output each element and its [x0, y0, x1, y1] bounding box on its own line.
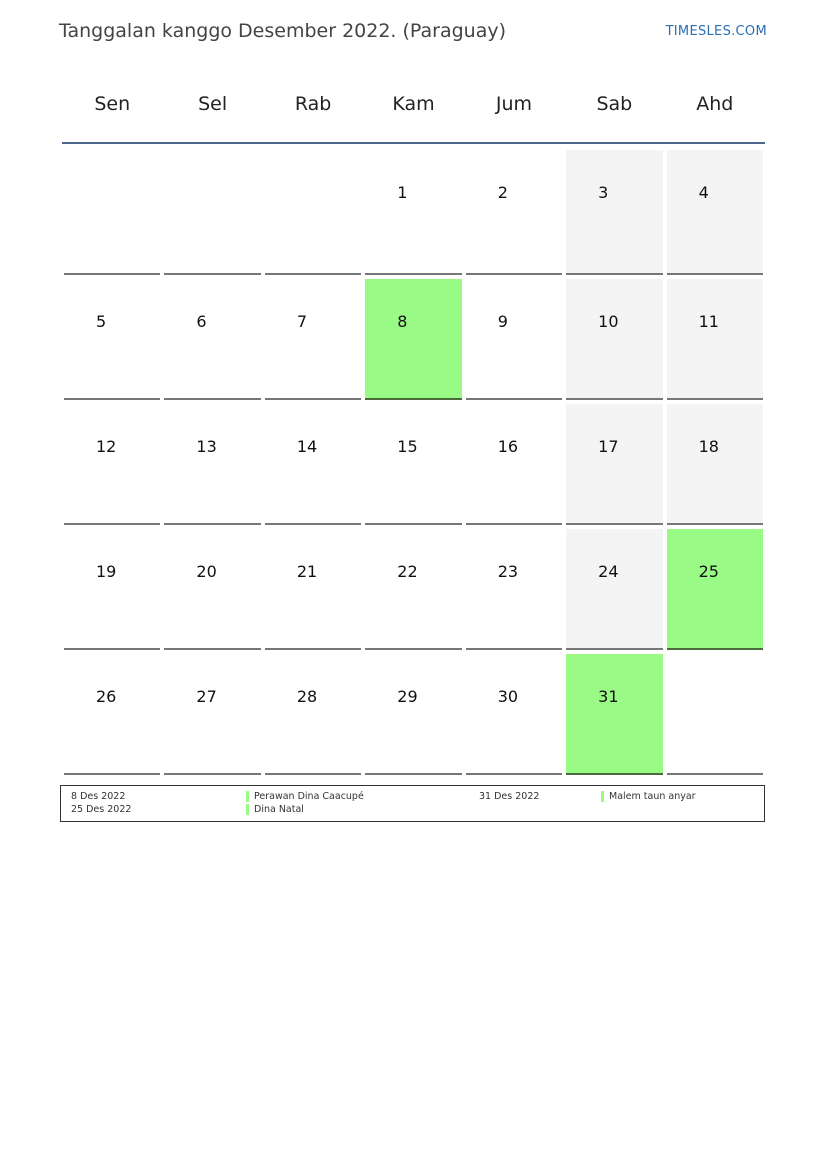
- day-number: 7: [296, 312, 308, 331]
- day-cell: [466, 529, 562, 650]
- day-cell: [164, 404, 260, 525]
- empty-day-cell: [667, 654, 763, 775]
- day-number: 12: [96, 437, 117, 456]
- day-number: 24: [598, 562, 619, 581]
- day-cell: [466, 150, 562, 275]
- day-number: 13: [196, 437, 217, 456]
- day-number: 26: [96, 687, 117, 706]
- day-cell: [64, 279, 160, 400]
- weekday-label: Jum: [495, 93, 532, 115]
- day-number: 23: [497, 562, 519, 581]
- empty-day-cell: [164, 150, 260, 275]
- day-cell: [365, 654, 461, 775]
- day-cell: [566, 404, 662, 525]
- day-cell: [667, 279, 763, 400]
- day-number: 10: [598, 312, 619, 331]
- legend-date: 8 Des 2022: [71, 791, 126, 802]
- day-cell: [164, 654, 260, 775]
- legend-color-marker: [246, 791, 249, 802]
- day-number: 22: [397, 562, 418, 581]
- legend-color-marker: [601, 791, 604, 802]
- day-number: 30: [497, 687, 519, 706]
- day-cell: [566, 654, 662, 775]
- day-cell: [265, 279, 361, 400]
- page-title: Tanggalan kanggo Desember 2022. (Paraguay): [59, 20, 507, 42]
- weekday-label: Sen: [94, 93, 131, 115]
- day-cell: [64, 529, 160, 650]
- weekday-label: Ahd: [696, 93, 734, 115]
- day-number: 17: [598, 437, 619, 456]
- legend-holiday-name: Dina Natal: [254, 804, 304, 815]
- day-number: 18: [698, 437, 719, 456]
- weekday-label: Rab: [294, 93, 332, 115]
- day-number: 2: [497, 183, 508, 202]
- empty-day-cell: [265, 150, 361, 275]
- legend-color-marker: [246, 804, 249, 815]
- day-number: 19: [96, 562, 117, 581]
- day-cell: [466, 654, 562, 775]
- day-cell: [667, 404, 763, 525]
- calendar-week-row: [62, 650, 765, 775]
- day-number: 16: [497, 437, 519, 456]
- day-cell: [365, 279, 461, 400]
- day-number: 5: [96, 312, 107, 331]
- day-number: 14: [296, 437, 318, 456]
- day-cell: [164, 279, 260, 400]
- day-cell: [64, 404, 160, 525]
- day-number: 25: [698, 562, 719, 581]
- legend-date: 25 Des 2022: [71, 804, 132, 815]
- day-cell: [667, 529, 763, 650]
- day-number: 9: [497, 312, 508, 331]
- day-number: 1: [397, 183, 408, 202]
- day-number: 15: [397, 437, 418, 456]
- day-cell: [566, 529, 662, 650]
- weekday-header-row: [62, 70, 765, 144]
- day-cell: [365, 529, 461, 650]
- day-cell: [164, 529, 260, 650]
- day-number: 28: [296, 687, 318, 706]
- day-number: 4: [698, 183, 709, 202]
- calendar-week-row: [62, 525, 765, 650]
- empty-day-cell: [64, 150, 160, 275]
- day-cell: [365, 404, 461, 525]
- day-cell: [566, 150, 662, 275]
- day-cell: [566, 279, 662, 400]
- day-cell: [64, 654, 160, 775]
- calendar-grid: [62, 70, 765, 775]
- weeks-container: [62, 150, 765, 775]
- calendar-week-row: [62, 275, 765, 400]
- calendar-week-row: [62, 150, 765, 275]
- day-number: 3: [598, 183, 609, 202]
- day-cell: [265, 529, 361, 650]
- legend-holiday-name: Malem taun anyar: [609, 791, 696, 802]
- legend-holiday-name: Perawan Dina Caacupé: [254, 791, 364, 802]
- day-cell: [667, 150, 763, 275]
- day-cell: [265, 404, 361, 525]
- holiday-legend: [60, 785, 765, 822]
- calendar-week-row: [62, 400, 765, 525]
- weekday-label: Sab: [596, 93, 633, 115]
- day-cell: [365, 150, 461, 275]
- legend-date: 31 Des 2022: [479, 791, 540, 802]
- weekday-label: Sel: [198, 93, 228, 115]
- day-number: 29: [397, 687, 418, 706]
- weekday-label: Kam: [392, 93, 435, 115]
- day-cell: [466, 404, 562, 525]
- day-cell: [265, 654, 361, 775]
- day-number: 31: [598, 687, 619, 706]
- day-cell: [466, 279, 562, 400]
- day-number: 21: [296, 562, 318, 581]
- site-link[interactable]: TIMESLES.COM: [665, 24, 767, 39]
- day-number: 11: [698, 312, 719, 331]
- day-number: 6: [196, 312, 207, 331]
- day-number: 20: [196, 562, 217, 581]
- day-number: 8: [397, 312, 408, 331]
- day-number: 27: [196, 687, 217, 706]
